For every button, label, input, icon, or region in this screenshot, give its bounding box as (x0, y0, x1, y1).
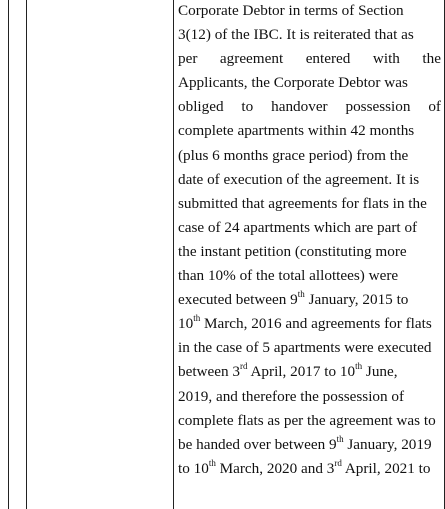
paragraph-line (178, 23, 441, 47)
paragraph-line: to 10th March, 2020 and 3rd April, 2021 to (178, 457, 431, 477)
paragraph-word: 3(12) of the IBC. It is reiterated that as (178, 26, 414, 44)
paragraph-word: the (422, 50, 441, 68)
paragraph-word: Corporate Debtor in terms of Section (178, 2, 404, 19)
table-column-divider-2 (173, 0, 174, 509)
paragraph-line: executed between 9th January, 2015 to (178, 289, 409, 309)
paragraph-word: Applicants, the Corporate Debtor was (178, 74, 408, 92)
paragraph-word: 2019, and therefore the possession of (178, 387, 405, 405)
table-border-left (8, 0, 9, 509)
document-text-column (178, 0, 441, 481)
paragraph-word: the instant petition (constituting more (178, 242, 407, 260)
paragraph-line (178, 240, 441, 264)
paragraph-line: between 3rd April, 2017 to 10th June, (178, 361, 398, 381)
paragraph-word: to (241, 98, 254, 116)
paragraph-word: possession (345, 98, 411, 116)
paragraph-line (178, 0, 441, 23)
paragraph-line (178, 95, 441, 119)
paragraph-word: with (372, 50, 400, 68)
paragraph-line (178, 216, 441, 240)
paragraph-word: submitted that agreements for flats in the (178, 194, 427, 212)
paragraph-word: than 10% of the total allottees) were (178, 267, 399, 285)
paragraph-line (178, 168, 441, 192)
paragraph-line: 10th March, 2016 and agreements for flats (178, 313, 432, 333)
paragraph-line (178, 144, 441, 168)
paragraph-word: case of 24 apartments which are part of (178, 218, 418, 236)
paragraph-line (178, 47, 441, 71)
paragraph-line (178, 336, 441, 360)
paragraph-line (178, 264, 441, 288)
paragraph-line (178, 192, 441, 216)
paragraph-word: in the case of 5 apartments were executed (178, 339, 432, 357)
paragraph-word: complete flats as per the agreement was to (178, 411, 436, 429)
paragraph-word: of (428, 98, 441, 116)
paragraph-line (178, 71, 441, 95)
paragraph-word: obliged (178, 98, 224, 116)
paragraph-line (178, 385, 441, 409)
paragraph-word: (plus 6 months grace period) from the (178, 146, 409, 164)
paragraph-word: date of execution of the agreement. It is (178, 170, 420, 188)
paragraph-line: be handed over between 9th January, 2019 (178, 433, 432, 453)
paragraph-word: per (178, 50, 198, 68)
paragraph-word: complete apartments within 42 months (178, 122, 415, 140)
paragraph-word: handover (271, 98, 328, 116)
paragraph-line (178, 119, 441, 143)
paragraph-word: entered (305, 50, 351, 68)
paragraph-line (178, 409, 441, 433)
table-column-divider-1 (26, 0, 27, 509)
paragraph-word: agreement (219, 50, 284, 68)
